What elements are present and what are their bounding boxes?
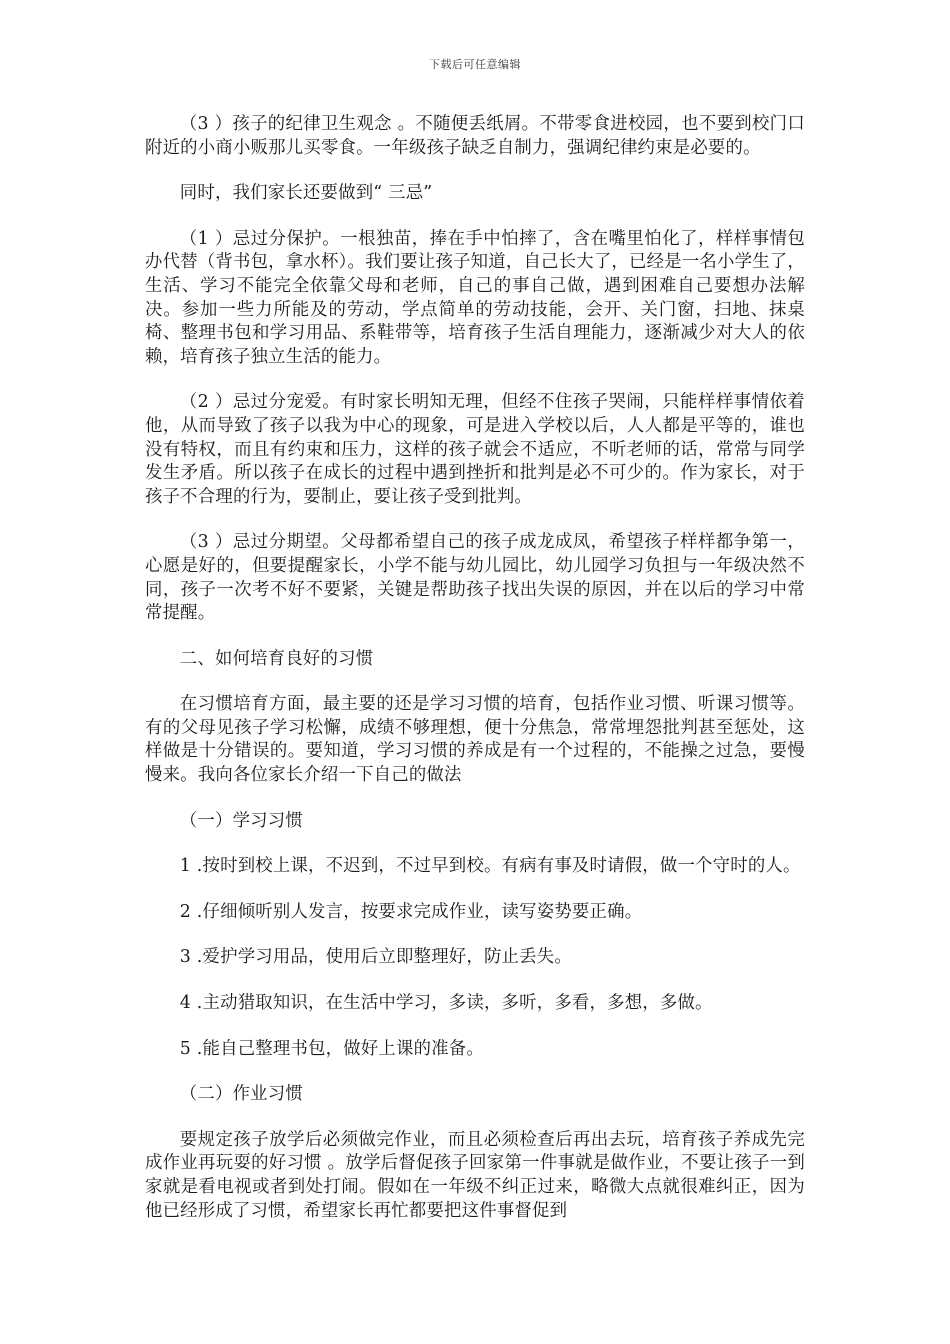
paragraph-overindulgence: （2 ）忌过分宠爱。有时家长明知无理，但经不住孩子哭闹，只能样样事情依着他，从而导致了孩子以我为中心的现象，可是进入学校以后，人人都是平等的，谁也没有特权，而且有约束和压力，这样的孩子就会不适应，不听老师的话，常常与同学发生矛盾。所以孩子在成长的过程中遇到挫折和批判是必不可少的。作为家长，对于孩子不合理的行为，要制止，要让孩子受到批判。 — [145, 392, 805, 507]
page-header: 下载后可任意编辑 — [429, 58, 521, 71]
list-item-1: 1 .按时到校上课，不迟到，不过早到校。有病有事及时请假，做一个守时的人。 — [179, 856, 801, 877]
list-item-2: 2 .仔细倾听别人发言，按要求完成作业，读写姿势要正确。 — [179, 901, 643, 922]
paragraph-discipline-hygiene: （3 ）孩子的纪律卫生观念 。不随便丢纸屑。不带零食进校园，也不要到校门口附近的小商小贩那儿买零食。一年级孩子缺乏自制力，强调纪律约束是必要的。 — [145, 114, 805, 158]
document-body — [145, 113, 805, 1223]
section-heading-good-habits: 二、如何培育良好的习惯 — [179, 648, 374, 669]
subheading-study-habits: （一）学习习惯 — [179, 810, 303, 831]
paragraph-habit-cultivation: 在习惯培育方面，最主要的还是学习习惯的培育，包括作业习惯、听课习惯等。有的父母见孩子学习松懈，成绩不够理想，便十分焦急，常常埋怨批判甚至惩处，这样做是十分错误的。要知道，学习习惯的养成是有一个过程的，不能操之过急，要慢慢来。我向各位家长介绍一下自己的做法 — [145, 694, 805, 786]
paragraph-homework-rules: 要规定孩子放学后必须做完作业，而且必须检查后再出去玩，培育孩子养成先完成作业再玩耍的好习惯 。放学后督促孩子回家第一件事就是做作业，不要让孩子一到家就是看电视或者到处打闹。假如在一年级不纠正过来，略微大点就很难纠正，因为他已经形成了习惯，希望家长再忙都要把这件事督促到 — [145, 1129, 805, 1221]
list-item-5: 5 .能自己整理书包，做好上课的准备。 — [179, 1038, 484, 1059]
list-item-4: 4 .主动猎取知识，在生活中学习，多读，多听，多看，多想，多做。 — [179, 993, 713, 1014]
subheading-homework-habits: （二）作业习惯 — [179, 1084, 303, 1105]
paragraph-three-donts-intro: 同时，我们家长还要做到“ 三忌” — [179, 183, 433, 204]
paragraph-overexpectation: （3 ）忌过分期望。父母都希望自己的孩子成龙成凤，希望孩子样样都争第一，心愿是好的，但要提醒家长，小学不能与幼儿园比，幼儿园学习负担与一年级决然不同，孩子一次考不好不要紧，关键是帮助孩子找出失误的原因，并在以后的学习中常常提醒。 — [145, 532, 805, 624]
paragraph-overprotection: （1 ）忌过分保护。一根独苗，捧在手中怕摔了，含在嘴里怕化了，样样事情包办代替（背书包，拿水杯）。我们要让孩子知道，自己长大了，已经是一名小学生了，生活、学习不能完全依靠父母和老师，自己的事自己做，遇到困难自己要想办法解决。参加一些力所能及的劳动，学点简单的劳动技能，会开、关门窗，扫地、抹桌椅、整理书包和学习用品、系鞋带等，培育孩子生活自理能力，逐渐减少对大人的依赖，培育孩子独立生活的能力。 — [145, 228, 805, 367]
list-item-3: 3 .爱护学习用品，使用后立即整理好，防止丢失。 — [179, 947, 572, 968]
